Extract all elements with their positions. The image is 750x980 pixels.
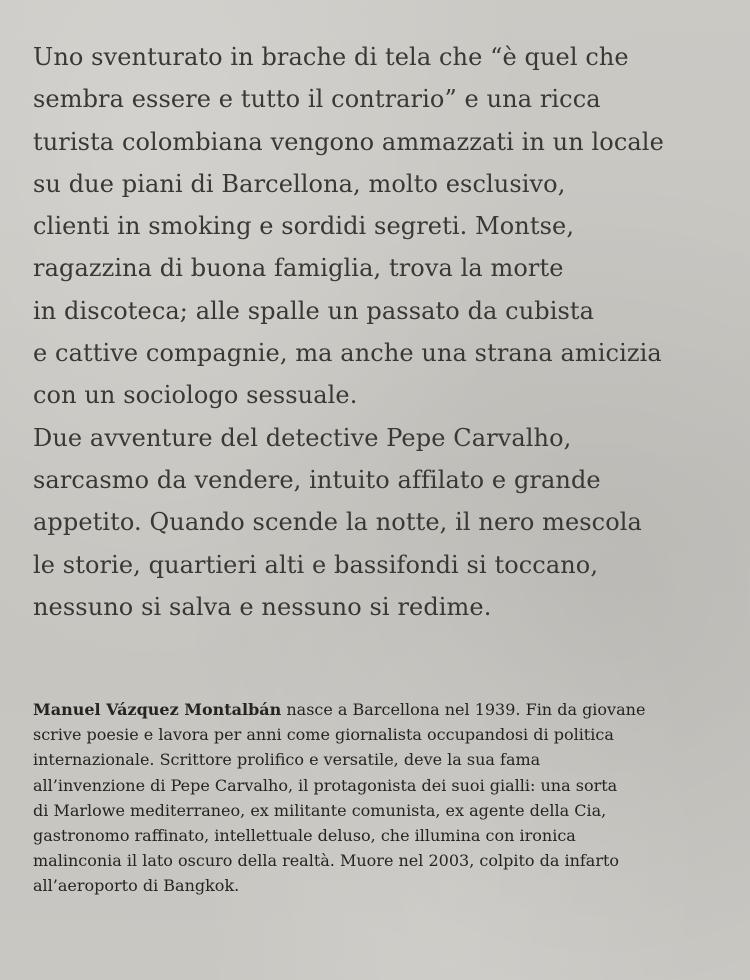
author-name: Manuel Vázquez Montalbán <box>33 700 282 719</box>
synopsis-line: Uno sventurato in brache di tela che “è quel che <box>33 43 629 71</box>
synopsis-line: su due piani di Barcellona, molto esclusivo, <box>33 169 566 198</box>
author-bio <box>33 697 723 899</box>
synopsis-line: le storie, quartieri alti e bassifondi si toccano, <box>33 550 599 579</box>
author-bio-line: scrive poesie e lavora per anni come giornalista occupandosi di politica <box>33 725 614 745</box>
synopsis-line: e cattive compagnie, ma anche una strana amicizia <box>33 339 662 368</box>
synopsis-line: ragazzina di buona famiglia, trova la morte <box>33 254 564 283</box>
author-bio-line: di Marlowe mediterraneo, ex militante comunista, ex agente della Cia, <box>33 800 607 820</box>
author-bio-line: all’aeroporto di Bangkok. <box>33 876 240 896</box>
synopsis-line: nessuno si salva e nessuno si redime. <box>33 592 492 621</box>
synopsis-line: sarcasmo da vendere, intuito affilato e grande <box>33 465 601 494</box>
author-bio-line: internazionale. Scrittore prolifico e versatile, deve la sua fama <box>33 750 541 770</box>
synopsis-line: con un sociologo sessuale. <box>33 381 358 410</box>
synopsis-line: Due avventure del detective Pepe Carvalho, <box>33 423 572 452</box>
author-bio-line: gastronomo raffinato, intellettuale deluso, che illumina con ironica <box>33 826 576 846</box>
synopsis-line: turista colombiana vengono ammazzati in un locale <box>33 127 664 156</box>
synopsis-paragraph <box>33 36 733 628</box>
author-bio-line: malinconia il lato oscuro della realtà. Muore nel 2003, colpito da infarto <box>33 851 620 871</box>
author-bio-text: nasce a Barcellona nel 1939. Fin da giovane <box>281 700 646 719</box>
synopsis-line: clienti in smoking e sordidi segreti. Montse, <box>33 212 575 241</box>
synopsis-line: in discoteca; alle spalle un passato da cubista <box>33 296 595 325</box>
author-bio-first-line <box>33 697 723 722</box>
synopsis-line: appetito. Quando scende la notte, il nero mescola <box>33 508 642 537</box>
synopsis-line: sembra essere e tutto il contrario” e una ricca <box>33 85 601 114</box>
author-bio-line: all’invenzione di Pepe Carvalho, il protagonista dei suoi gialli: una sorta <box>33 775 618 795</box>
